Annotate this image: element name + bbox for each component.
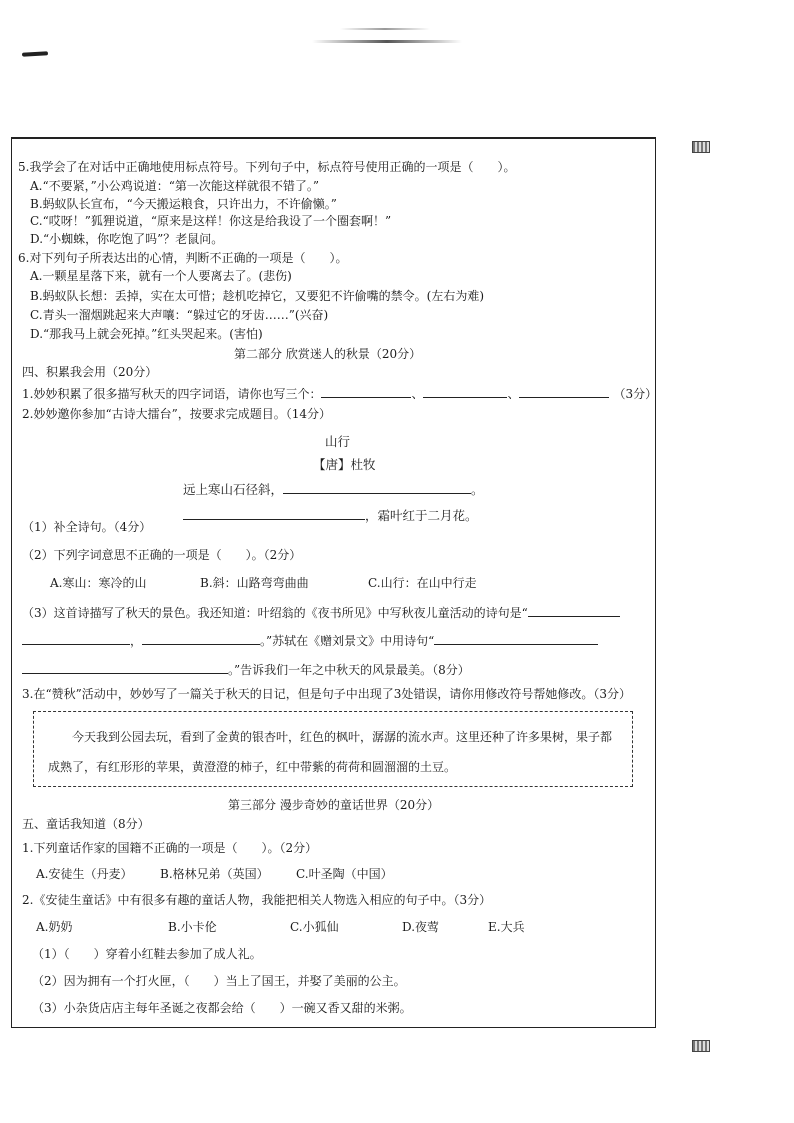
answer-blank[interactable]: [142, 632, 260, 645]
q6-option-c: C.青头一溜烟跳起来大声嚷：“躲过它的牙齿……”(兴奋): [30, 308, 329, 322]
sub3-text-3: 。”告诉我们一年之中秋天的风景最美。（8分）: [228, 663, 470, 677]
q5-option-d: D.“小蜘蛛，你吃饱了吗”？老鼠问。: [30, 232, 224, 246]
poem-line-1: [183, 481, 484, 498]
part3-title: 第三部分 漫步奇妙的童话世界（20分）: [228, 798, 440, 812]
answer-blank[interactable]: [283, 481, 471, 494]
q6-option-d: D.“那我马上就会死掉。”红头哭起来。(害怕): [30, 327, 263, 341]
part2-title: 第二部分 欣赏迷人的秋景（20分）: [234, 347, 422, 361]
q5-2-sentence-2: （2）因为拥有一个打火匣，（ ）当上了国王，并娶了美丽的公主。: [32, 974, 406, 988]
q5-option-c: C.“哎呀！”狐狸说道，“原来是这样！你这是给我设了一个圈套啊！”: [30, 214, 392, 228]
q4-3-stem: 3.在“赞秋”活动中，妙妙写了一篇关于秋天的日记，但是句子中出现了3处错误，请你用修改符号帮她修改。（3分）: [22, 687, 631, 701]
poem-author: 【唐】杜牧: [313, 457, 376, 472]
q4-1-score: （3分）: [613, 387, 658, 401]
diary-box: [33, 711, 633, 787]
q5-2-sentence-3: （3）小杂货店店主每年圣诞之夜都会给（ ）一碗又香又甜的米粥。: [32, 1001, 412, 1015]
q4-2-stem: 2.妙妙邀你参加“古诗大擂台”，按要求完成题目。（14分）: [22, 407, 331, 421]
q5-stem: 5.我学会了在对话中正确地使用标点符号。下列句子中，标点符号使用正确的一项是（ ）。: [18, 160, 516, 174]
binding-mark-icon: [692, 141, 710, 153]
q4-1-stem: 1.妙妙积累了很多描写秋天的四字词语，请你也写三个：: [22, 387, 322, 401]
diary-text: 今天我到公园去玩，看到了金黄的银杏叶，红色的枫叶，潺潺的流水声。这里还种了许多果树，果子都成熟了，有红形形的苹果，黄澄澄的柿子，红中带紫的荷荷和圆溜溜的土豆。: [48, 730, 613, 774]
q6-stem: 6.对下列句子所表达出的心情，判断不正确的一项是（ ）。: [18, 251, 348, 265]
q5-option-a: A.“不要紧，”小公鸡说道：“第一次能这样就很不错了。”: [30, 179, 320, 193]
sub2-option-a: A.寒山：寒冷的山: [50, 576, 147, 590]
q5-2-stem: 2.《安徒生童话》中有很多有趣的童话人物，我能把相关人物选入相应的句子中。（3分）: [22, 893, 492, 907]
scan-mark: [312, 40, 462, 43]
answer-blank[interactable]: [519, 385, 609, 398]
answer-blank[interactable]: [528, 604, 620, 617]
sub-question-3-line3: [22, 661, 470, 678]
q5-2-option-a: A.奶奶: [36, 920, 73, 934]
section4-title: 四、积累我会用（20分）: [22, 365, 158, 379]
sub-question-2-stem: （2）下列字词意思不正确的一项是（ ）。（2分）: [22, 548, 302, 562]
answer-blank[interactable]: [321, 385, 411, 398]
sub3-text-1: （3）这首诗描写了秋天的景色。我还知道：叶绍翁的《夜书所见》中写秋夜儿童活动的诗句是“: [22, 606, 528, 620]
q5-1-option-c: C.叶圣陶（中国）: [296, 867, 393, 881]
answer-blank[interactable]: [183, 507, 365, 520]
q5-1-option-a: A.安徒生（丹麦）: [36, 867, 133, 881]
answer-blank[interactable]: [22, 632, 130, 645]
q6-option-b: B.蚂蚁队长想：丢掉，实在太可惜；趁机吃掉它，又要犯不许偷嘴的禁令。(左右为难): [30, 289, 484, 303]
answer-blank[interactable]: [434, 632, 598, 645]
q5-2-option-e: E.大兵: [488, 920, 525, 934]
sub3-comma: ，: [130, 634, 143, 648]
scan-mark: [22, 51, 48, 56]
sub-question-1: （1）补全诗句。（4分）: [22, 520, 152, 534]
poem-line-1-text: 远上寒山石径斜，: [183, 482, 284, 497]
poem-line-1-end: 。: [471, 482, 484, 497]
q5-option-b: B.蚂蚁队长宣布，“今天搬运粮食，只许出力，不许偷懒。”: [30, 197, 337, 211]
q5-1-option-b: B.格林兄弟（英国）: [160, 867, 269, 881]
separator: 、: [411, 387, 424, 401]
poem-line-2-text: ，霜叶红于二月花。: [365, 508, 478, 523]
q5-2-option-d: D.夜莺: [402, 920, 440, 934]
poem-line-2: [183, 507, 478, 524]
q5-2-option-b: B.小卡伦: [168, 920, 217, 934]
sub-question-3-line2: [22, 632, 598, 649]
q5-2-sentence-1: （1）（ ）穿着小红鞋去参加了成人礼。: [32, 947, 262, 961]
sub3-text-2: 。”苏轼在《赠刘景文》中用诗句“: [260, 634, 435, 648]
sub2-option-c: C.山行：在山中行走: [368, 576, 477, 590]
sub2-option-b: B.斜：山路弯弯曲曲: [200, 576, 309, 590]
q6-option-a: A.一颗星星落下来，就有一个人要离去了。(悲伤): [30, 269, 292, 283]
q5-2-option-c: C.小狐仙: [290, 920, 339, 934]
sub-question-3-line1: [22, 604, 620, 621]
q5-1-stem: 1.下列童话作家的国籍不正确的一项是（ ）。（2分）: [22, 841, 318, 855]
scan-mark: [340, 28, 430, 30]
answer-blank[interactable]: [423, 385, 507, 398]
poem-title: 山行: [325, 434, 351, 449]
binding-mark-icon: [692, 1040, 710, 1052]
separator: 、: [507, 387, 520, 401]
answer-blank[interactable]: [22, 661, 228, 674]
section5-title: 五、童话我知道（8分）: [22, 817, 150, 831]
q4-1-question: [22, 385, 657, 402]
